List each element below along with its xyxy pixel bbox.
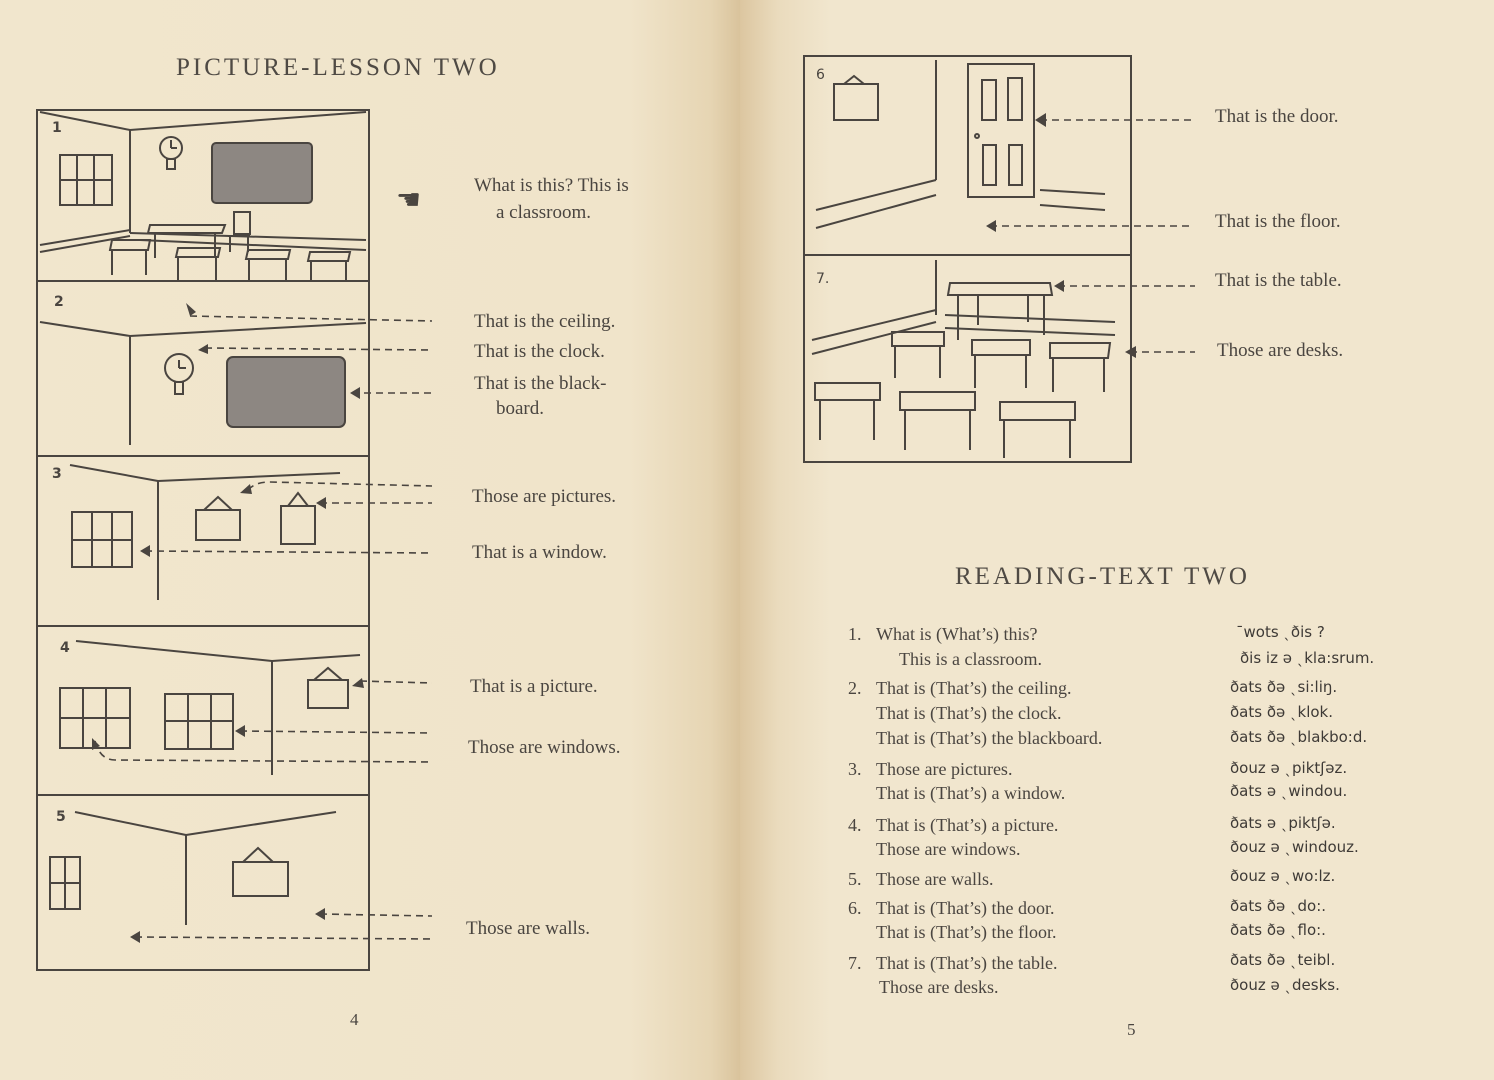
svg-text:2: 2 xyxy=(54,294,64,310)
row-phonetic: ðats ðə ˎflo:. xyxy=(1230,921,1326,939)
row-phonetic: ðouz ə ˎpiktʃəz. xyxy=(1230,759,1348,777)
svg-text:3: 3 xyxy=(52,466,62,482)
row-phonetic: ðouz ə ˎwindouz. xyxy=(1230,838,1359,856)
pointing-hand-icon: ☚ xyxy=(396,183,422,216)
row-number: 5. xyxy=(848,869,862,889)
row-phonetic: ðats ðə ˎklok. xyxy=(1230,703,1333,721)
caption-table: That is the table. xyxy=(1215,270,1342,291)
row-phonetic: ðouz ə ˎwo:lz. xyxy=(1230,867,1336,885)
row-english: What is (What’s) this? xyxy=(876,624,1038,644)
row-english: Those are windows. xyxy=(876,839,1021,859)
row-number: 4. xyxy=(848,815,862,835)
row-number: 6. xyxy=(848,898,862,918)
page-title-picture-lesson: PICTURE-LESSON TWO xyxy=(176,54,500,81)
caption-pictures: Those are pictures. xyxy=(472,486,617,507)
row-phonetic: ¯wots ˎðis ? xyxy=(1236,623,1325,641)
svg-text:7.: 7. xyxy=(816,271,830,287)
svg-text:5: 5 xyxy=(56,809,66,825)
row-english: Those are walls. xyxy=(876,869,994,889)
row-number: 7. xyxy=(848,953,862,973)
row-phonetic: ðats ðə ˎteibl. xyxy=(1230,951,1336,969)
svg-text:1: 1 xyxy=(52,120,62,136)
caption-walls: Those are walls. xyxy=(466,918,590,939)
caption-blackboard-line1: That is the black- xyxy=(474,373,607,394)
row-english: That is (That’s) the clock. xyxy=(876,703,1062,723)
row-number: 1. xyxy=(848,624,862,644)
caption-windows: Those are windows. xyxy=(468,737,621,758)
row-english: That is (That’s) the ceiling. xyxy=(876,678,1072,698)
caption-clock: That is the clock. xyxy=(474,341,605,362)
svg-text:6: 6 xyxy=(816,67,825,83)
reading-text-title: READING-TEXT TWO xyxy=(955,563,1250,590)
row-number: 3. xyxy=(848,759,862,779)
row-number: 2. xyxy=(848,678,862,698)
panel-6-drawing xyxy=(816,60,1105,228)
caption-classroom-line2: a classroom. xyxy=(496,202,591,223)
caption-desks: Those are desks. xyxy=(1217,340,1344,361)
row-phonetic: ðats ə ˎwindou. xyxy=(1230,782,1348,800)
row-phonetic: ðis iz ə ˎkla:srum. xyxy=(1240,649,1375,667)
row-english: That is (That’s) the floor. xyxy=(876,922,1057,942)
svg-text:4: 4 xyxy=(60,640,70,656)
row-english: Those are desks. xyxy=(879,977,999,997)
row-english: That is (That’s) the door. xyxy=(876,898,1055,918)
row-english: Those are pictures. xyxy=(876,759,1013,779)
row-english: That is (That’s) the blackboard. xyxy=(876,728,1103,748)
page-number-left: 4 xyxy=(350,1010,359,1029)
page-number-right: 5 xyxy=(1127,1020,1136,1039)
row-phonetic: ðats ðə ˎdo:. xyxy=(1230,897,1327,915)
row-phonetic: ðats ə ˎpiktʃə. xyxy=(1230,814,1336,832)
row-english: That is (That’s) the table. xyxy=(876,953,1058,973)
row-english: That is (That’s) a window. xyxy=(876,783,1066,803)
caption-floor: That is the floor. xyxy=(1215,211,1341,232)
row-phonetic: ðats ðə ˎblakbo:d. xyxy=(1230,728,1368,746)
caption-picture: That is a picture. xyxy=(470,676,598,697)
caption-classroom-line1: What is this? This is xyxy=(474,175,629,196)
caption-blackboard-line2: board. xyxy=(496,398,545,419)
row-english: That is (That’s) a picture. xyxy=(876,815,1059,835)
caption-window: That is a window. xyxy=(472,542,607,563)
row-phonetic: ðouz ə ˎdesks. xyxy=(1230,976,1340,994)
panel-7-drawing xyxy=(812,260,1115,458)
caption-ceiling: That is the ceiling. xyxy=(474,311,616,332)
caption-door: That is the door. xyxy=(1215,106,1339,127)
row-english: This is a classroom. xyxy=(899,649,1042,669)
row-phonetic: ðats ðə ˎsi:liŋ. xyxy=(1230,678,1338,696)
